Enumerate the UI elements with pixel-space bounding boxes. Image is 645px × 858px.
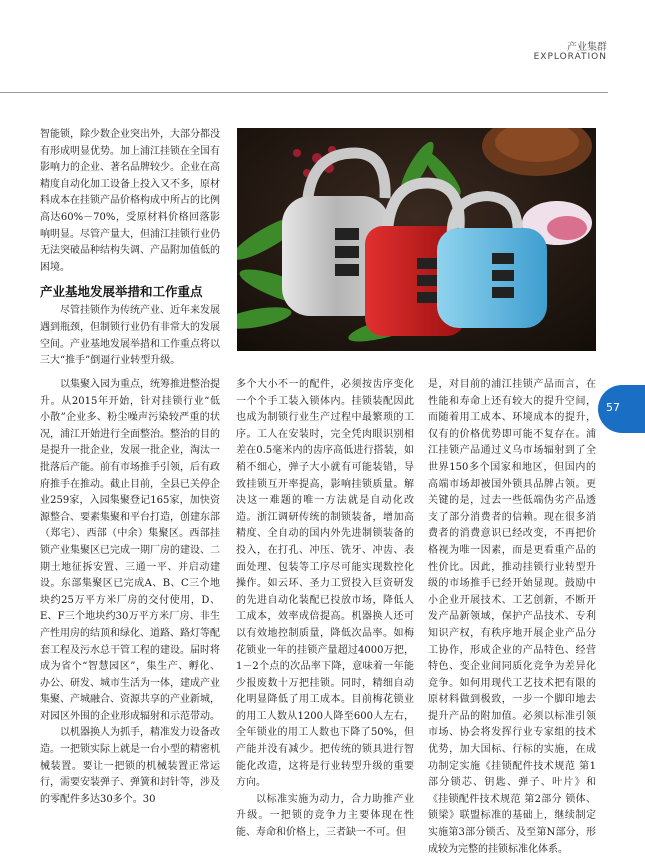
column-3 <box>428 377 596 858</box>
paragraph: 以标准实施为动力，合力助推产业升级。一把锁的竞争力主要体现在性能、寿命和价格上，三者缺一不可。但 <box>236 793 414 839</box>
paragraph: 以机器换人为抓手，精准发力设备改造。一把锁实际上就是一台小型的精密机械装置。要让一把锁的机械装置正常运行，需要安装弹子、弹簧和封针等，涉及的零配件多达30多个。30 <box>40 727 220 805</box>
column-1-top <box>40 127 220 370</box>
section-heading: 产业基地发展举措和工作重点 <box>40 284 203 300</box>
header-rule <box>0 92 608 93</box>
paragraph: 多个大小不一的配件，必须按齿序变化一个个手工装入锁体内。挂锁装配因此也成为制锁行业生产过程中最繁琐的工序。工人在安装时，完全凭肉眼识别相差在0.5毫米内的齿序高低进行搭装，如稍不细心，弹子大小就有可能装错，导致挂锁互开率提高，影响挂锁质量。解决这一难题的唯一方法就是自动化改造。浙江调研传统的制锁装备，增加高精度、全自动的国内外先进制锁装备的投入，在打孔、冲压、铣牙、冲齿、表面处理、包装等工序尽可能实现数控化操作。如云环、圣力工贸投入巨资研发的先进自动化装配已投放市场，降低人工成本，效率成倍提高。机器换人还可以有效地控制质量，降低次品率。如梅花锁业一年的挂锁产量超过4000万把，1－2个点的次品率下降，意味着一年能少报废数十万把挂锁。同时，精细自动化明显降低了用工成本。目前梅花锁业的用工人数从1200人降至600人左右，全年锁业的用工人数也下降了50%，但产能并没有减少。把传统的锁具进行智能化改造，这将是行业转型升级的重要方向。 <box>236 379 414 789</box>
section-title-en: EXPLORATION <box>533 52 607 62</box>
column-1-bottom <box>40 377 220 808</box>
padlocks-photo <box>237 128 596 351</box>
padlocks-illustration <box>237 128 596 351</box>
paragraph: 智能锁，除少数企业突出外，大部分都没有形成明显优势。加上浦江挂锁在全国有影响力的企业、著名品牌较少。企业在高精度自动化加工设备上投入又不多，原材料成本在挂锁产品价格构成中所占的比例高达60%－70%，受原材料价格回落影响明显。尽管产量大，但浦江挂锁行业仍无法突破品种结构失调、产品附加值低的困境。 <box>40 129 220 273</box>
column-2 <box>236 377 414 842</box>
paragraph: 以集聚入园为重点，统筹推进整治提升。从2015年开始，针对挂锁行业“低小散”企业多、粉尘噪声污染较严重的状况，浦江开始进行全面整治。整治的目的是提升一批企业，发展一批企业，淘汰一批落后产能。前有市场推手引领，后有政府推手在推动。截止目前，全县已关停企业259家，入园集聚登记165家，加快资源整合、要素集聚和平台打造，创建东部（郑宅）、西部（中余）集聚区。西部挂锁产业集聚区已完成一期厂房的建设、二期土地征拆安置、三通一平、并启动建设。东部集聚区已完成A、B、C三个地块约25万平方米厂房的交付使用，D、E、F三个地块约30万平方米厂房、非生产性用房的结顶和绿化、道路、路灯等配套工程及污水总干管工程的建设。届时将成为省个“智慧园区”，集生产、孵化、办公、研发、城市生活为一体，建成产业集聚、产城融合、资源共享的产业新城，对园区外围的企业形成辐射和示范带动。 <box>40 379 220 722</box>
paragraph: 尽管挂锁作为传统产业、近年来发展遇到瓶颈，但制锁行业仍有非常大的发展空间。产业基地发展举措和工作重点将以三大“推手”倒逼行业转型升级。 <box>40 305 220 367</box>
page-number: 57 <box>606 401 620 414</box>
section-title-cn: 产业集群 <box>567 42 607 53</box>
paragraph: 是，对目前的浦江挂锁产品而言，在性能和寿命上还有较大的提升空间，而随着用工成本、环境成本的提升，仅有的价格优势即可能不复存在。浦江挂锁产品通过义乌市场辐射到了全世界150多个国家和地区，但国内的高端市场却被国外锁具品牌占领。更关键的是，过去一些低端伪劣产品透支了部分消费者的信赖。现在很多消费者的消费意识已经改变，不再把价格视为唯一因素，而是更看重产品的性价比。因此，推动挂锁行业转型升级的市场推手已经开始显现。鼓励中小企业开展技术、工艺创新，不断开发产品新领域，保护产品技术、专利知识产权，有秩序地开展企业产品分工协作，形成企业的产品特色、经营特色、变企业间同质化竞争为差异化竞争。如何用现代工艺技术把有限的原材料做到极致，一步一个脚印地去提升产品的附加值。必须以标准引领市场、协会将发挥行业专家组的技术优势，加大国标、行标的实施，在成功制定实施《挂锁配件技术规范 第1部分锁芯、钥匙、弹子、叶片》和《挂锁配件技术规范 第2部分 锁体、锁梁》联盟标准的基础上，继续制定实施第3部分锁舌、及至第N部分，形成较为完整的挂锁标准化体系。 <box>428 379 596 855</box>
